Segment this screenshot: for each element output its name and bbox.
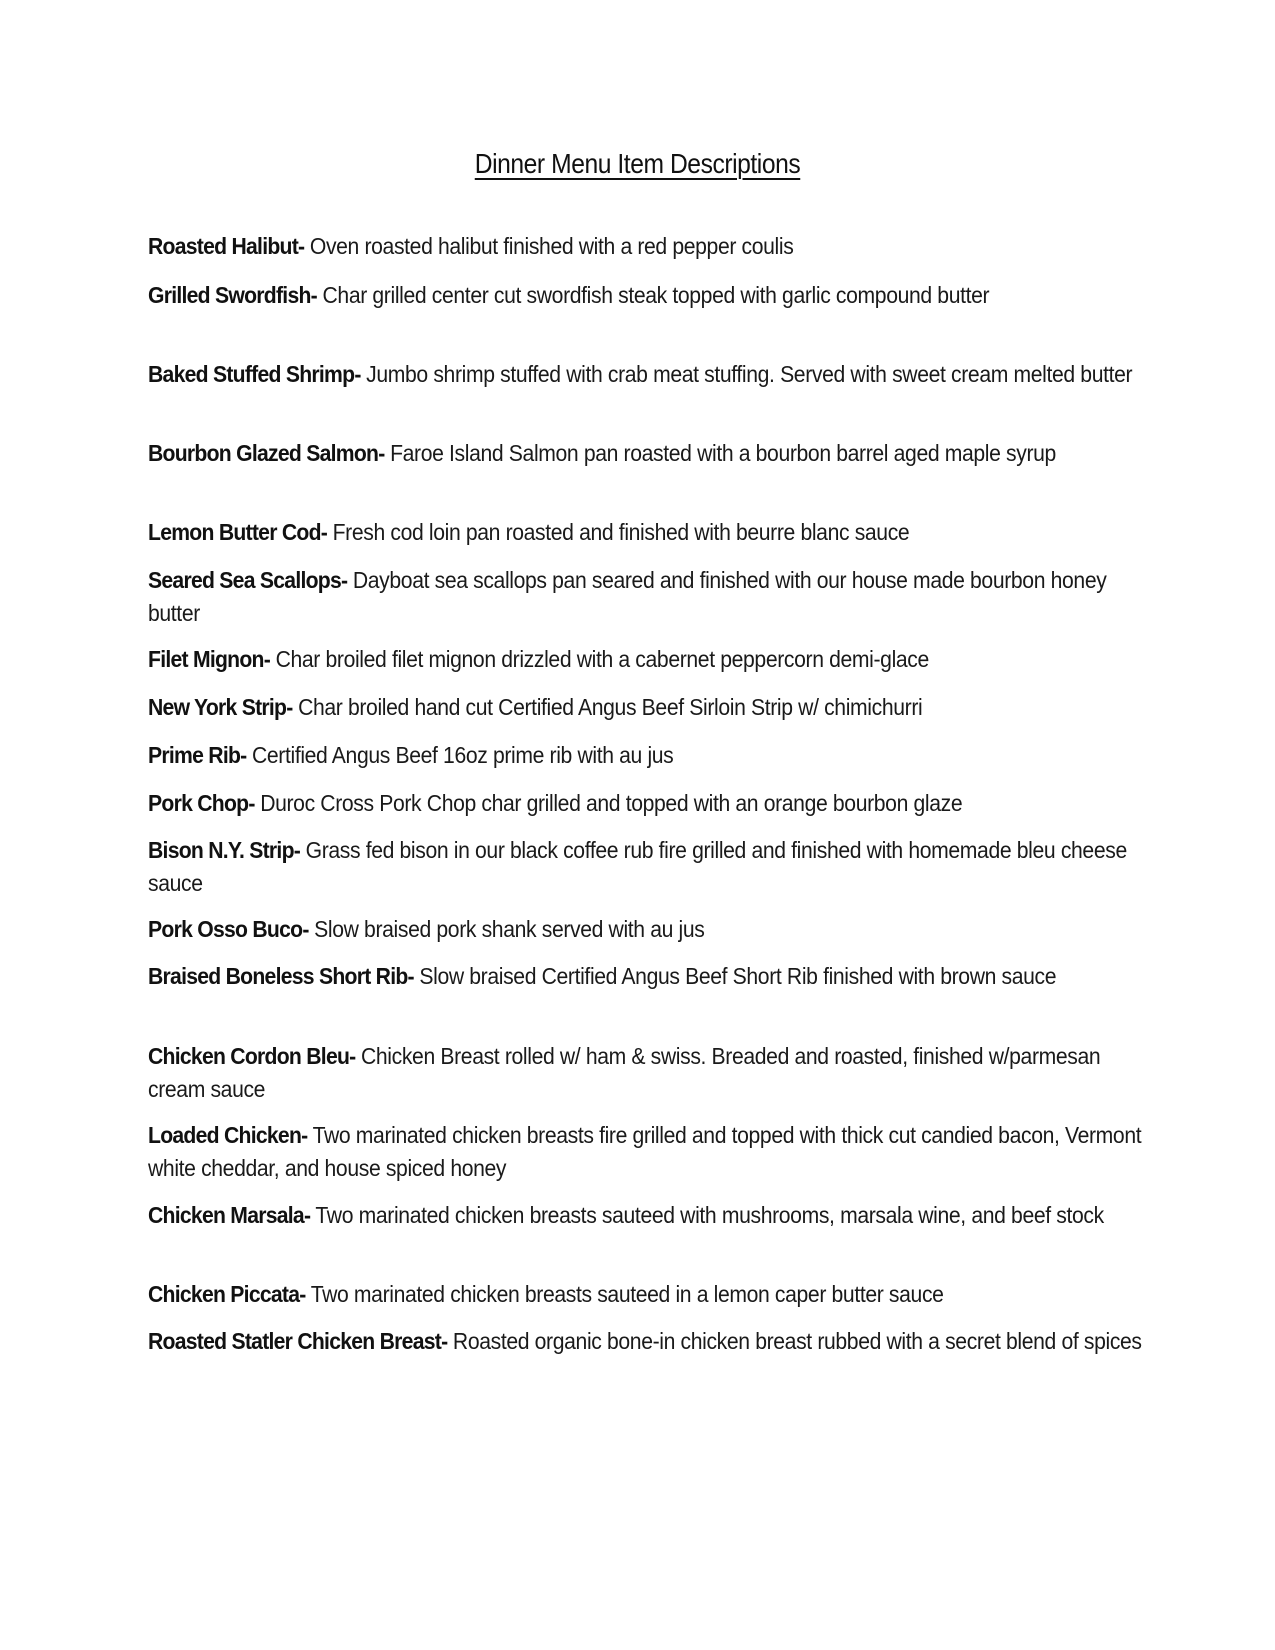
page-title-text: Dinner Menu Item Descriptions	[474, 148, 801, 179]
menu-item-name: Seared Sea Scallops-	[148, 567, 348, 593]
menu-item-name: Bourbon Glazed Salmon-	[148, 440, 385, 466]
menu-item-name: Chicken Marsala-	[148, 1202, 311, 1228]
menu-item-bison-ny-strip	[148, 834, 1148, 900]
menu-item-description: Jumbo shrimp stuffed with crab meat stuffing. Served with sweet cream melted butter	[360, 361, 1133, 387]
menu-item-roasted-halibut	[148, 230, 1148, 263]
menu-item-name: Pork Osso Buco-	[148, 916, 309, 942]
menu-item-pork-osso-buco	[148, 913, 1148, 946]
menu-item-description: Char broiled hand cut Certified Angus Beef Sirloin Strip w/ chimichurri	[292, 694, 923, 720]
menu-item-prime-rib	[148, 739, 1148, 772]
menu-item-grilled-swordfish	[148, 279, 1148, 312]
menu-item-description: Dayboat sea scallops pan seared and finished with our house made bourbon honey butter	[148, 567, 1107, 626]
menu-item-name: Prime Rib-	[148, 742, 247, 768]
menu-item-description: Fresh cod loin pan roasted and finished with beurre blanc sauce	[327, 519, 910, 545]
menu-item-loaded-chicken	[148, 1119, 1148, 1185]
menu-item-description: Two marinated chicken breasts fire grilled and topped with thick cut candied bacon, Vermont white cheddar, and house spiced honey	[148, 1122, 1142, 1181]
menu-item-description: Certified Angus Beef 16oz prime rib with au jus	[246, 742, 674, 768]
menu-item-name: Pork Chop-	[148, 790, 255, 816]
menu-item-pork-chop	[148, 787, 1148, 820]
menu-item-bourbon-glazed-salmon	[148, 437, 1148, 470]
menu-item-name: Loaded Chicken-	[148, 1122, 308, 1148]
menu-item-name: Roasted Halibut-	[148, 233, 305, 259]
menu-item-new-york-strip	[148, 691, 1148, 724]
menu-item-name: Grilled Swordfish-	[148, 282, 317, 308]
menu-item-baked-stuffed-shrimp	[148, 358, 1148, 391]
menu-item-description: Chicken Breast rolled w/ ham & swiss. Breaded and roasted, finished w/parmesan cream sauce	[148, 1043, 1101, 1102]
menu-item-name: Roasted Statler Chicken Breast-	[148, 1328, 448, 1354]
menu-item-name: Braised Boneless Short Rib-	[148, 963, 414, 989]
menu-item-seared-sea-scallops	[148, 564, 1148, 630]
menu-item-name: Chicken Piccata-	[148, 1281, 306, 1307]
menu-item-name: Bison N.Y. Strip-	[148, 837, 301, 863]
menu-item-chicken-piccata	[148, 1278, 1148, 1311]
menu-item-lemon-butter-cod	[148, 516, 1148, 549]
menu-item-description: Char broiled filet mignon drizzled with a cabernet peppercorn demi-glace	[270, 646, 929, 672]
menu-item-name: Lemon Butter Cod-	[148, 519, 328, 545]
menu-item-name: Chicken Cordon Bleu-	[148, 1043, 356, 1069]
menu-item-description: Two marinated chicken breasts sauteed in a lemon caper butter sauce	[305, 1281, 944, 1307]
menu-item-filet-mignon	[148, 643, 1148, 676]
menu-item-description: Char grilled center cut swordfish steak topped with garlic compound butter	[316, 282, 990, 308]
menu-item-roasted-statler-chicken-breast	[148, 1325, 1148, 1358]
menu-item-name: New York Strip-	[148, 694, 293, 720]
menu-item-description: Oven roasted halibut finished with a red pepper coulis	[304, 233, 794, 259]
menu-item-description: Slow braised pork shank served with au jus	[308, 916, 705, 942]
menu-item-description: Slow braised Certified Angus Beef Short Rib finished with brown sauce	[413, 963, 1057, 989]
menu-item-description: Two marinated chicken breasts sauteed with mushrooms, marsala wine, and beef stock	[310, 1202, 1104, 1228]
page-title	[77, 148, 1199, 180]
menu-item-description: Roasted organic bone-in chicken breast rubbed with a secret blend of spices	[447, 1328, 1142, 1354]
menu-item-braised-boneless-short-rib	[148, 960, 1148, 993]
menu-item-description: Faroe Island Salmon pan roasted with a bourbon barrel aged maple syrup	[384, 440, 1056, 466]
menu-item-name: Filet Mignon-	[148, 646, 271, 672]
menu-item-name: Baked Stuffed Shrimp-	[148, 361, 361, 387]
menu-item-description: Grass fed bison in our black coffee rub fire grilled and finished with homemade bleu cheese sauce	[148, 837, 1127, 896]
menu-item-chicken-marsala	[148, 1199, 1148, 1232]
menu-item-description: Duroc Cross Pork Chop char grilled and topped with an orange bourbon glaze	[254, 790, 963, 816]
menu-item-chicken-cordon-bleu	[148, 1040, 1148, 1106]
